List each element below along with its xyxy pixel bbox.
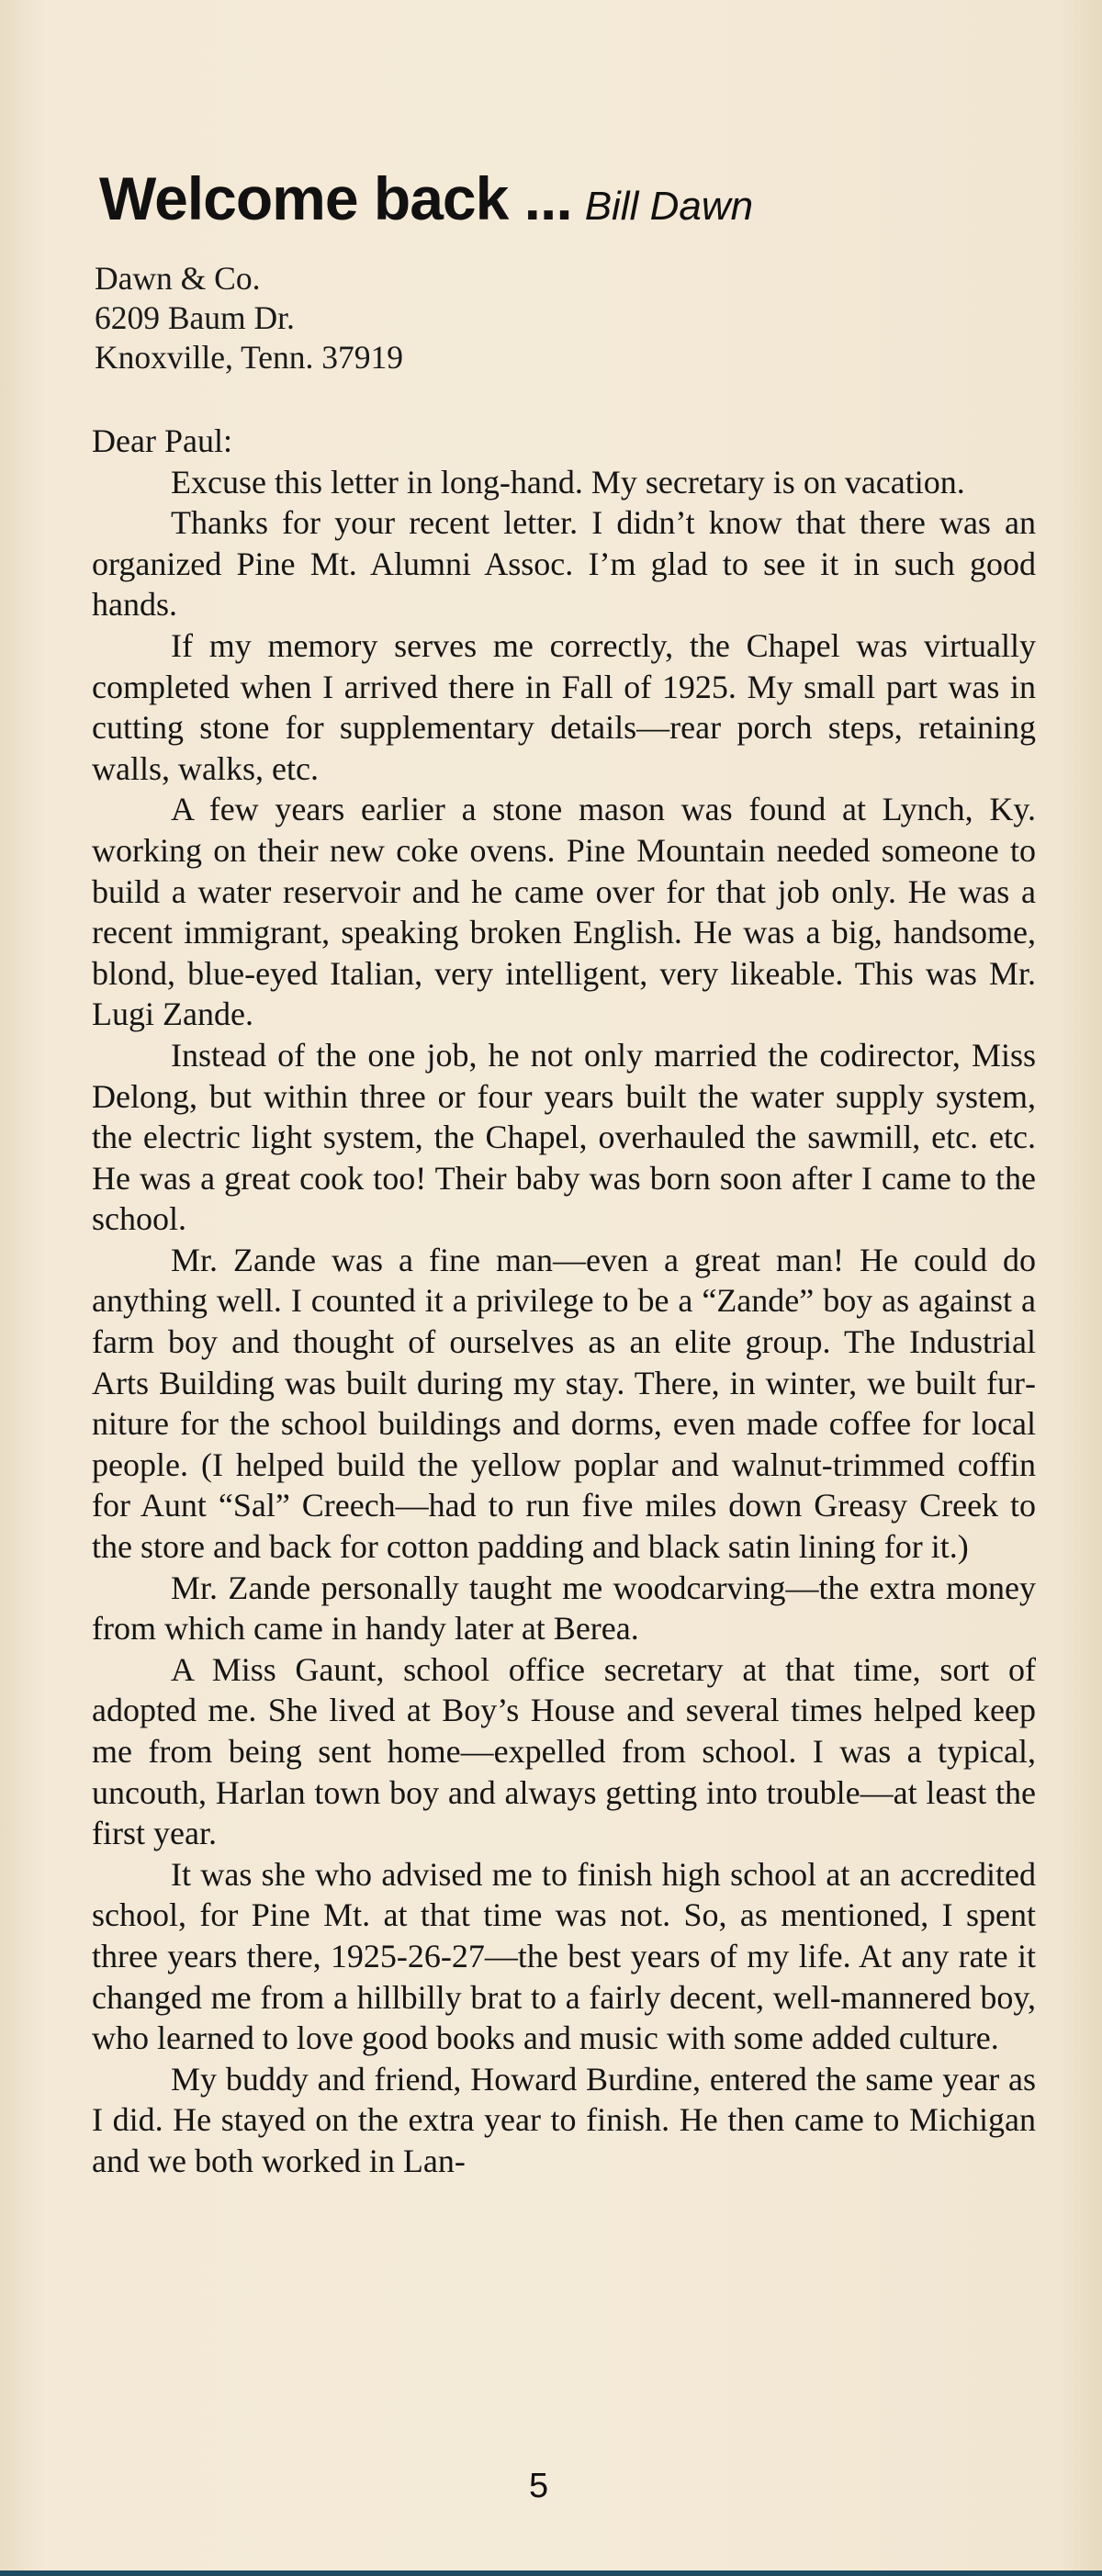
- letter-paragraph: If my memory serves me correctly, the Chapel was virtually completed when I arrived there in Fall of 1925. My small part was in cutting stone for supplementary details—rear porch steps, retaining walls, walks, etc.: [92, 626, 1036, 787]
- letter-paragraph: A few years earlier a stone mason was found at Lynch, Ky. working on their new coke ovens. Pine Mountain needed someone to build a water reservoir and he came over for that job only. He was a recent immigrant, speaking broken English. He was a big, handsome, blond, blue-eyed Italian, very intelligent, very likeable. This was Mr. Lugi Zande.: [92, 791, 1036, 1033]
- sender-address: [95, 259, 403, 377]
- letter-paragraph: A Miss Gaunt, school office secretary at that time, sort of adopted me. She lived at Boy’s House and several times helped keep me from being sent home—expelled from school. I was a typical, uncouth, Harlan town boy and always getting into trouble—at least the first year.: [92, 1650, 1036, 1852]
- letter-body: [92, 421, 1036, 2182]
- author-byline: Bill Dawn: [584, 184, 754, 229]
- letter-paragraph: Excuse this letter in long-hand. My secretary is on vacation.: [171, 463, 965, 501]
- salutation: Dear Paul:: [92, 422, 232, 459]
- address-line: Dawn & Co.: [95, 260, 261, 297]
- letter-paragraph: Mr. Zande personally taught me woodcarving—the extra money from which came in handy later at Berea.: [92, 1569, 1036, 1648]
- page-bottom-edge: [0, 2570, 1102, 2576]
- letter-paragraph: It was she who advised me to finish high school at an accredited school, for Pine Mt. at that time was not. So, as mentioned, I spent three years there, 1925-26-27—the best years of my life. At any rate it changed me from a hillbilly brat to a fairly decent, well-mannered boy, who learned to love good books and music with some added culture.: [92, 1855, 1036, 2057]
- page-number: 5: [529, 2467, 549, 2505]
- address-line: 6209 Baum Dr.: [95, 299, 295, 336]
- letter-paragraph: My buddy and friend, Howard Burdine, entered the same year as I did. He stayed on the extra year to finish. He then came to Michigan and we both worked in Lan-: [92, 2060, 1036, 2179]
- article-heading: [99, 163, 1018, 233]
- letter-paragraph: Mr. Zande was a fine man—even a great man! He could do anything well. I counted it a privilege to be a “Zande” boy as against a farm boy and thought of ourselves as an elite group. The Industrial Arts Building was built during my stay. There, in winter, we built furniture for the school buildings and dorms, even made coffee for local people. (I helped build the yellow poplar and walnut-trimmed coffin for Aunt “Sal” Creech—had to run five miles down Greasy Creek to the store and back for cotton padding and black satin lining for it.): [92, 1241, 1036, 1566]
- article-title: Welcome back ...: [99, 164, 572, 232]
- letter-paragraph: Instead of the one job, he not only married the codirector, Miss Delong, but within three or four years built the water supply system, the electric light system, the Chapel, overhauled the sawmill, etc. etc. He was a great cook too! Their baby was born soon after I came to the school.: [92, 1036, 1036, 1238]
- letter-paragraph: Thanks for your recent letter. I didn’t know that there was an organized Pine Mt. Alumni Assoc. I’m glad to see it in such good hands.: [92, 504, 1036, 624]
- address-line: Knoxville, Tenn. 37919: [95, 339, 404, 376]
